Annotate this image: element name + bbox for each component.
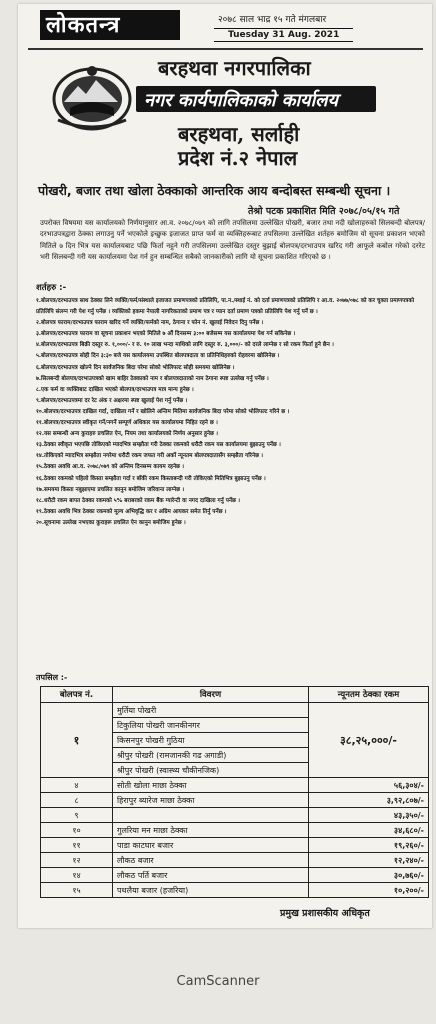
item-description: हिरापुर ब्यारेज माछा ठेक्का bbox=[113, 793, 309, 808]
bid-number: १४ bbox=[41, 868, 113, 883]
nepal-emblem-icon bbox=[50, 62, 134, 132]
terms-list bbox=[36, 296, 428, 668]
item-description: श्रीपुर पोखरी (रामजानकी गढ अगाडी) bbox=[113, 748, 309, 763]
newspaper-logo: लोकतन्त्र bbox=[40, 10, 180, 40]
term-item: ९.बोलपत्र/दरभाउपत्रमा दर रेट अंक र अक्षरमा स्पष्ट खुलाई पेश गर्नु पर्नेछ । bbox=[36, 397, 188, 404]
min-amount: १२,२४०/- bbox=[309, 853, 429, 868]
item-description: मुर्तिया पोखरी bbox=[113, 703, 309, 718]
contract-schedule-table bbox=[40, 686, 429, 898]
table-row bbox=[41, 868, 429, 883]
term-item: ३.बोलपत्र/दरभाउपत्र फाराम वा सूचना प्रकाशन भएको मितिले ७ औं दिनसम्म ३:०० बजेसम्म यस कार्यालयमा पेश गर्न सकिनेछ । bbox=[36, 331, 296, 338]
notice-intro: उपरोक्त विषयमा यस कार्यालयको निर्णयानुसार आ.व. २०७८/०७९ को लागि तपसिलमा उल्लेखित पोखरी, बजार तथा नदी खोलाहरुको सिलबन्दी बोलपत्र/दरभाउपत्रद्वारा ठेक्का लगाउनु पर्ने भएकोले इच्छुक इजाजत प्राप्त फर्म वा व्यक्तिहरूबाट तपसिलमा उल्लेखित शर्तहरु बमोजिम यो सूचना प्रकाशन भएको मितिले ७ दिन भित्र यस कार्यालयबाट पछि फिर्ता नहुने गरी तपसिलमा उल्लेखित दस्तुर बुझाई बोलपत्र/दरभाउपत्र खरिद गरी आफूले कबोल गरेको दररेट भरी सिलबन्दी गरी यस कार्यालयमा पेश गर्न हुन सम्बन्धित सबैको जानकारीको लागि यो सूचना प्रकाशित गरिएको छ । bbox=[40, 219, 425, 261]
masthead bbox=[18, 4, 432, 48]
term-item: १५.ठेक्का अवधि आ.व. २०७८/०७९ को अन्तिम दिनसम्म कायम रहनेछ । bbox=[36, 464, 185, 471]
term-item: ८.एक फर्म वा व्यक्तिबाट दाखिल भएको बोलपत्र/दरभाउपत्र मात्र मान्य हुनेछ । bbox=[36, 386, 194, 393]
min-amount: ५६,३०४/- bbox=[309, 778, 429, 793]
office-name: नगर कार्यपालिकाको कार्यालय bbox=[144, 90, 338, 111]
col-header-min-amount: न्यूनतम ठेक्का रकम bbox=[309, 687, 429, 703]
table-row bbox=[41, 703, 429, 718]
item-description: पाडा काटघार बजार bbox=[113, 838, 309, 853]
bid-number: १ bbox=[41, 703, 113, 778]
notice-title: पोखरी, बजार तथा खोला ठेक्काको आन्तरिक आय बन्दोबस्त सम्बन्धी सूचना । bbox=[38, 183, 391, 198]
item-description: सोती खोला माछा ठेक्का bbox=[113, 778, 309, 793]
term-item: १३.ठेक्का स्वीकृत भएपछि तोकिएको म्यादभित्र सम्झौता गरी ठेक्का रकमको धरौटी रकम यस कार्यालयमा बुझाउनु पर्नेछ । bbox=[36, 442, 281, 449]
table-row bbox=[41, 838, 429, 853]
term-item: १२.यस सम्बन्धी अन्य कुराहरु प्रचलित ऐन, नियम तथा कार्यालयको निर्णय अनुसार हुनेछ । bbox=[36, 431, 219, 438]
min-amount: ३०,७६०/- bbox=[309, 868, 429, 883]
min-amount: १९,२६०/- bbox=[309, 838, 429, 853]
table-row bbox=[41, 778, 429, 793]
item-description: पथलैया बजार (हजरिया) bbox=[113, 883, 309, 898]
english-date: Tuesday 31 Aug. 2021 bbox=[214, 28, 353, 42]
item-description: लौकठ बजार bbox=[113, 853, 309, 868]
office-address: बरहथवा, सर्लाही bbox=[178, 122, 300, 146]
item-description bbox=[113, 808, 309, 823]
bid-number: ११ bbox=[41, 838, 113, 853]
min-amount: ३८,२५,०००/- bbox=[309, 703, 429, 778]
bid-number: १२ bbox=[41, 853, 113, 868]
province-name: प्रदेश नं.२ नेपाल bbox=[178, 146, 298, 170]
term-item: ७.सिलबन्दी बोलपत्र/दरभाउपत्रको खाम बाहिर ठेक्काको नाम र बोलपत्रदाताको नाम ठेगाना स्पष्ट उल्लेख गर्नु पर्नेछ । bbox=[36, 375, 269, 382]
item-description: गुलरिया मन माछा ठेक्का bbox=[113, 823, 309, 838]
table-row bbox=[41, 853, 429, 868]
signatory-title: प्रमुख प्रशासकीय अधिकृत bbox=[280, 908, 370, 919]
col-header-description: विवरण bbox=[113, 687, 309, 703]
min-amount: ३,९२,८०७/- bbox=[309, 793, 429, 808]
municipality-name: बरहथवा नगरपालिका bbox=[158, 56, 311, 80]
terms-heading: शर्तहरु :- bbox=[36, 283, 67, 293]
bid-number: १५ bbox=[41, 883, 113, 898]
table-row bbox=[41, 883, 429, 898]
bid-number: १० bbox=[41, 823, 113, 838]
min-amount: ४३,३५०/- bbox=[309, 808, 429, 823]
table-row bbox=[41, 823, 429, 838]
scanner-watermark: CamScanner bbox=[176, 974, 260, 989]
schedule-label: तपसिल :- bbox=[36, 673, 68, 682]
table-row bbox=[41, 793, 429, 808]
bid-number: ८ bbox=[41, 793, 113, 808]
term-item: १०.बोलपत्र/दरभाउपत्र दाखिल गर्दा, दाखिला गर्ने र खोलिने अन्तिम मितिमा सार्वजनिक बिदा परेमा सोको भोलिपल्ट गरिने छ । bbox=[36, 408, 290, 415]
table-row bbox=[41, 808, 429, 823]
term-item: १७.समयमा किस्ता नबुझाएमा प्रचलित कानुन बमोजिम जरिवाना लाग्नेछ । bbox=[36, 486, 185, 493]
term-item: २०.सूचनामा उल्लेख नभएका कुराहरू प्रचलित ऐन कानुन बमोजिम हुनेछ । bbox=[36, 519, 186, 526]
bid-number: ४ bbox=[41, 778, 113, 793]
term-item: ६.बोलपत्र/दरभाउपत्र खोल्ने दिन सार्वजनिक बिदा परेमा सोको भोलिपल्ट सोही समयमा खोलिनेछ । bbox=[36, 364, 235, 371]
newspaper-clipping bbox=[18, 4, 432, 928]
min-amount: १०,२००/- bbox=[309, 883, 429, 898]
term-item: ११.बोलपत्र/दरभाउपत्र स्वीकृत गर्ने/नगर्ने सम्पूर्ण अधिकार यस कार्यालयमा निहित रहने छ । bbox=[36, 420, 218, 427]
term-item: १६.ठेक्का रकमको पहिलो किस्ता सम्झौता गर्दा र बाँकी रकम किस्ताबन्दी गरी तोकिएको मितिभित्र बुझाउनु पर्नेछ । bbox=[36, 475, 266, 482]
table-header-row bbox=[41, 687, 429, 703]
col-header-bid-no: बोलपत्र नं. bbox=[41, 687, 113, 703]
term-item: २.बोलपत्र फाराम/दरभाउपत्र फाराम खरिद गर्ने व्यक्ति/फर्मको नाम, ठेगाना र फोन नं. खुलाई निवेदन दिनु पर्नेछ । bbox=[36, 320, 264, 327]
term-item: १८.धरौटी रकम बापत ठेक्का रकमको ५% बराबरको रकम बैंक ग्यारेन्टी वा नगद दाखिला गर्नु पर्नेछ । bbox=[36, 497, 240, 504]
bid-number: ९ bbox=[41, 808, 113, 823]
term-item: १९.ठेक्का अवधि भित्र ठेक्का रकमको मूल्य अभिवृद्धि कर र अग्रिम आयकर समेत तिर्नु पर्नेछ । bbox=[36, 508, 227, 515]
item-description: किसनपुर पोखरी गुठिया bbox=[113, 733, 309, 748]
min-amount: ३४,६८०/- bbox=[309, 823, 429, 838]
item-description: टिकुलिया पोखरी जानकीनगर bbox=[113, 718, 309, 733]
item-description: श्रीपुर पोखरी (स्वास्थ्य चौकीनजिक) bbox=[113, 763, 309, 778]
term-item: १.बोलपत्र/दरभाउपत्र साथ ठेक्का लिने व्यक्ति/फर्म/संस्थाले इजाजत प्रमाणपत्रको प्रतिलिपि, पा.न./स्थाई नं. को दर्ता प्रमाणपत्रको प्रतिलिपि र आ.व. २०७७/०७८ को कर चुक्ता प्रमाणपत्रको प्रतिलिपि संलग्न गरी पेश गर्नु पर्नेछ । व्यक्तिको हकमा नेपाली नागरिकताको प्रमाण पत्र र प्यान दर्ता प्रमाण पत्रको प्रतिलिपि पेश गर्नु पर्ने छ । bbox=[36, 298, 415, 316]
nepali-date: २०७८ साल भाद्र १५ गते मंगलबार bbox=[218, 15, 327, 25]
term-item: १४.तोकिएको म्यादभित्र सम्झौता नगरेमा धरौटी रकम जफत गरी अर्को न्यूनतम बोलपत्रदातासँग सम्झौता गरिनेछ । bbox=[36, 453, 264, 460]
term-item: ५.बोलपत्र/दरभाउपत्र सोही दिन ३:३० बजे यस कार्यालयमा उपस्थित बोलपत्रदाता वा प्रतिनिधिहरुको रोहवरमा खोलिनेछ । bbox=[36, 353, 280, 360]
term-item: ४.बोलपत्र/दरभाउपत्र बिक्री दस्तुर रु. १,०००/- र रु. १० लाख भन्दा माथिको लागि दस्तुर रु. ३,०००/- को दरले लाग्नेछ र सो रकम फिर्ता हुने छैन । bbox=[36, 342, 334, 349]
publication-date: तेश्रो पटक प्रकाशित मिति २०७८/०५/१५ गते bbox=[248, 206, 400, 217]
masthead-rule bbox=[28, 48, 423, 50]
item-description: लौकठ पर्ति बजार bbox=[113, 868, 309, 883]
